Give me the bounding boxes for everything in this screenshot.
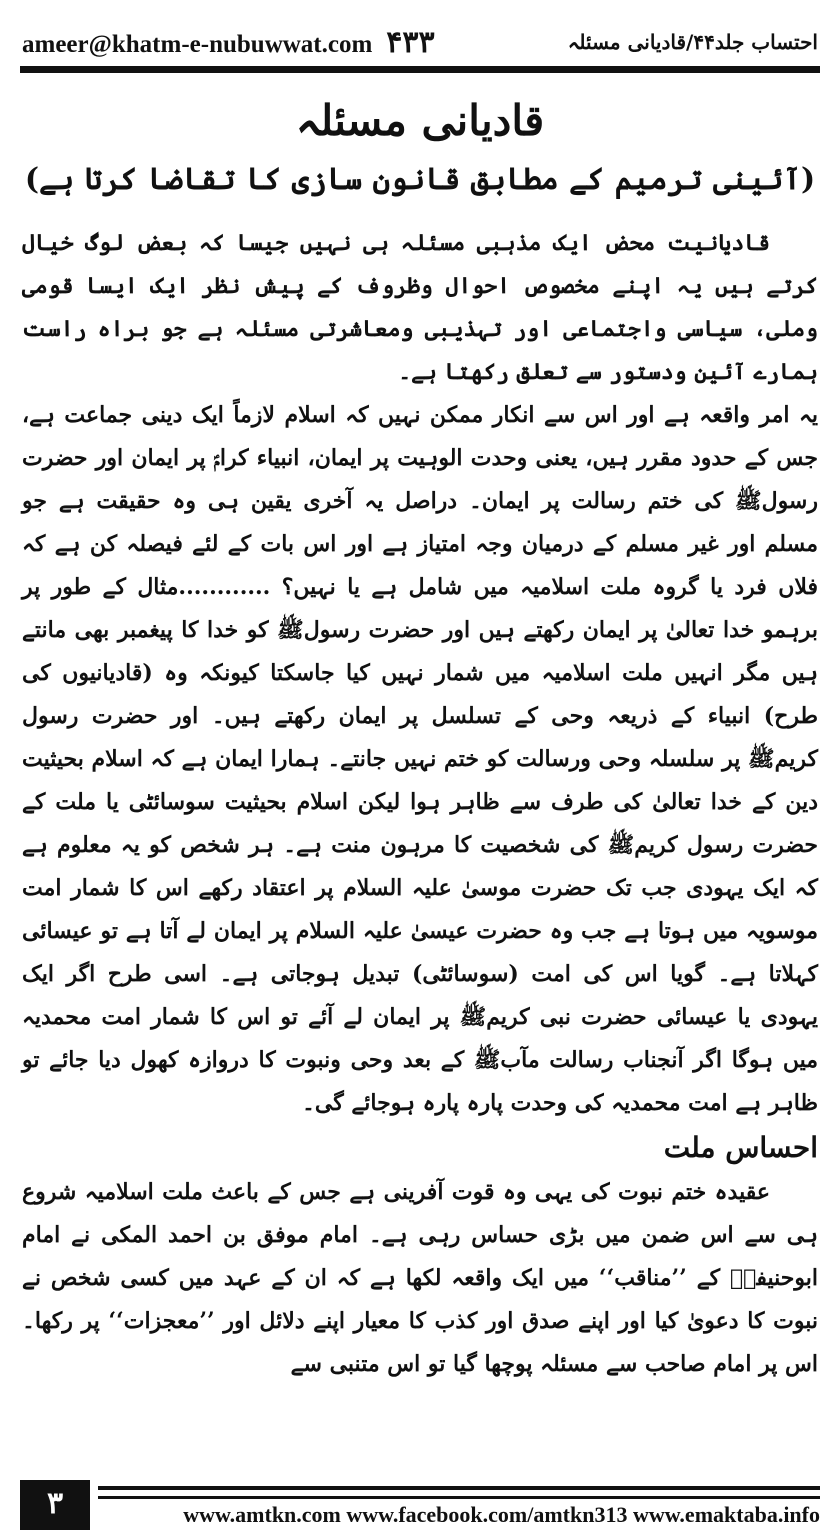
header-page-number: ۴۳۳	[386, 24, 435, 60]
page-footer	[20, 1478, 820, 1532]
paragraph-2: یہ امر واقعہ ہے اور اس سے انکار ممکن نہیں کہ اسلام لازماً ایک دینی جماعت ہے، جس کے حدود مقرر ہیں، یعنی وحدت الوہیت پر ایمان، انبیاء کرامؑ پر ایمان اور حضرت رسولﷺ کی ختم رسالت پر ایمان۔ دراصل یہ آخری یقین ہی وہ حقیقت ہے جو مسلم اور غیر مسلم کے درمیان وجہ امتیاز ہے اور اس بات کے لئے فیصلہ کن ہے کہ فلاں فرد یا گروہ ملت اسلامیہ میں شامل ہے یا نہیں؟ ............مثال کے طور پر برہمو خدا تعالیٰ پر ایمان رکھتے ہیں اور حضرت رسولﷺ کو خدا کا پیغمبر بھی مانتے ہیں مگر انہیں ملت اسلامیہ میں شمار نہیں کیا جاسکتا کیونکہ وہ (قادیانیوں کی طرح) انبیاء کے ذریعہ وحی کے تسلسل پر ایمان رکھتے ہیں۔ اور حضرت رسول کریمﷺ پر سلسلہ وحی ورسالت کو ختم نہیں جانتے۔ ہمارا ایمان ہے کہ اسلام بحیثیت دین کے خدا تعالیٰ کی طرف سے ظاہر ہوا لیکن اسلام بحیثیت سوسائٹی یا ملت کے حضرت رسول کریمﷺ کی شخصیت کا مرہون منت ہے۔ ہر شخص کو یہ معلوم ہے کہ ایک یہودی جب تک حضرت موسیٰ علیہ السلام پر اعتقاد رکھے اس کا شمار امت موسویہ میں ہوتا ہے جب وہ حضرت عیسیٰ علیہ السلام پر ایمان لے آتا ہے تو عیسائی کہلاتا ہے۔ گویا اس کی امت (سوسائٹی) تبدیل ہوجاتی ہے۔ اسی طرح اگر ایک یہودی یا عیسائی حضرت نبی کریمﷺ پر ایمان لے آئے تو اس کا شمار امت محمدیہ میں ہوگا اگر آنجناب رسالت مآبﷺ کے بعد وحی ونبوت کا دروازہ کھول دیا جائے تو ظاہر ہے امت محمدیہ کی وحدت پارہ پارہ ہوجائے گی۔	[22, 402, 818, 1116]
article-body	[22, 222, 818, 1386]
footer-rule-bottom	[98, 1496, 820, 1499]
footer-links[interactable]: www.amtkn.com www.facebook.com/amtkn313 www.emaktaba.info	[183, 1502, 820, 1527]
running-title: احتساب جلد۴۴/قادیانی مسئلہ	[567, 30, 818, 54]
paragraph-1: قادیانیت محض ایک مذہبی مسئلہ ہی نہیں جیسا کہ بعض لوگ خیال کرتے ہیں یہ اپنے مخصوص احوال وظروف کے پیش نظر ایک ایسا قومی وملی، سیاسی واجتماعی اور تہذیبی ومعاشرتی مسئلہ ہے جو براہ راست ہمارے آئین ودستور سے تعلق رکھتا ہے۔	[22, 230, 818, 385]
page-title: قادیانی مسئلہ	[295, 96, 545, 145]
footer-page-number: ۳	[20, 1480, 90, 1530]
page-subtitle: (آئینی ترمیم کے مطابق قانون سازی کا تقاضا کرتا ہے)	[24, 162, 816, 197]
section-paragraph: عقیدہ ختم نبوت کی یہی وہ قوت آفرینی ہے جس کے باعث ملت اسلامیہ شروع ہی سے اس ضمن میں بڑی حساس رہی ہے۔ امام موفق بن احمد المکی نے امام ابوحنیفہؒ کے ’’مناقب‘‘ میں ایک واقعہ لکھا ہے کہ ان کے عہد میں کسی شخص نے نبوت کا دعویٰ کیا اور اپنے صدق اور کذب کا معیار اپنے دلائل اور ’’معجزات‘‘ پر رکھا۔ اس پر امام صاحب سے مسئلہ پوچھا گیا تو اس متنبی سے	[22, 1179, 818, 1377]
header-left	[22, 25, 435, 60]
footer-rule-top	[98, 1486, 820, 1490]
page-header	[22, 20, 818, 64]
header-rule	[20, 66, 820, 73]
section-heading: احساس ملت	[663, 1131, 818, 1164]
header-email: ameer@khatm-e-nubuwwat.com	[22, 30, 373, 58]
